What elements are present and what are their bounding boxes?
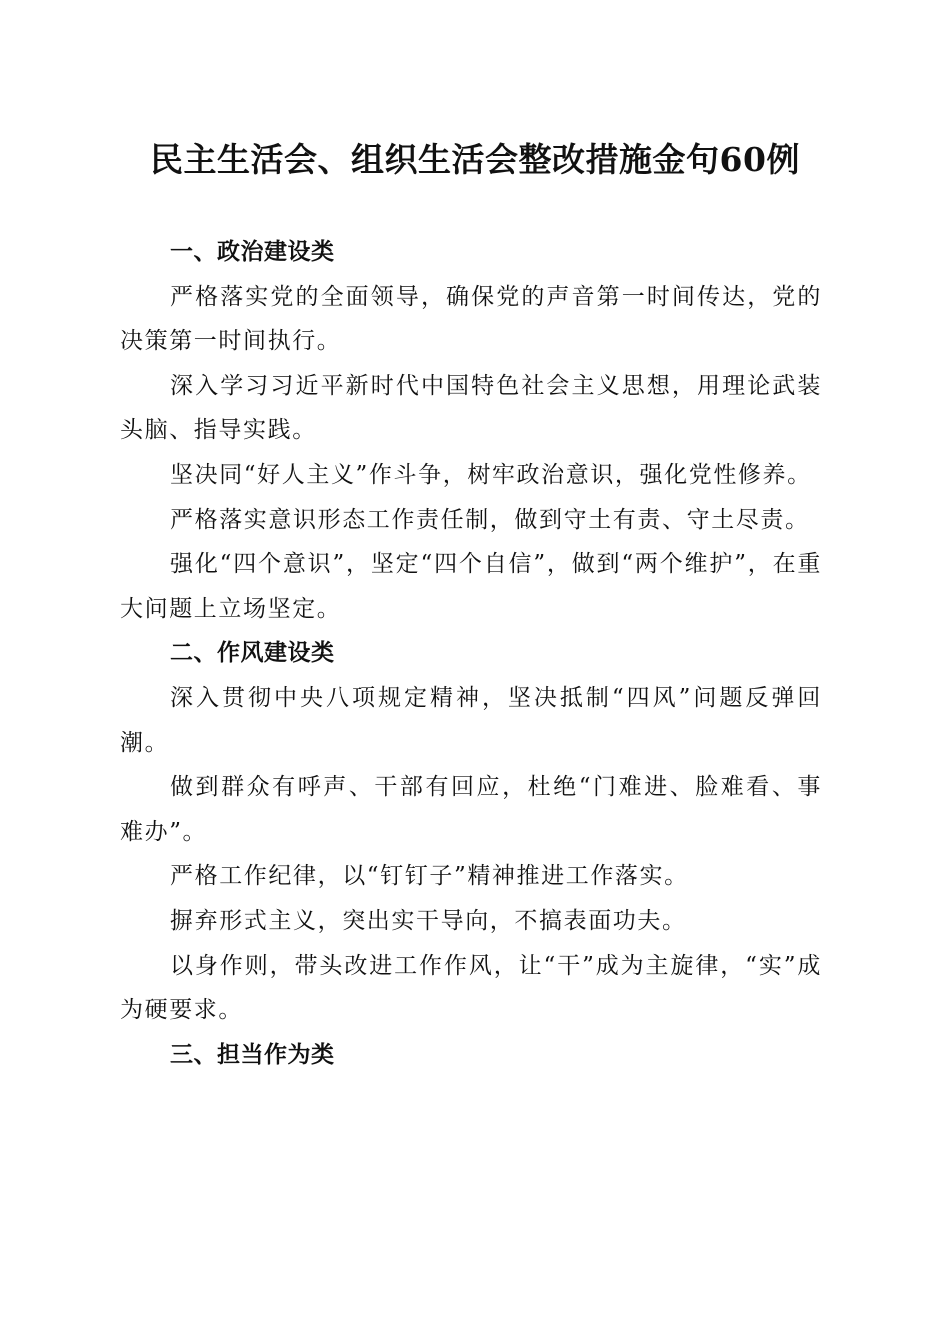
paragraph: 摒弃形式主义，突出实干导向，不搞表面功夫。 bbox=[170, 907, 687, 934]
paragraph: 严格落实党的全面领导，确保党的声音第一时间传达，党的决策第一时间执行。 bbox=[120, 283, 822, 355]
paragraph: 以身作则，带头改进工作作风，让“干”成为主旋律，“实”成为硬要求。 bbox=[120, 952, 822, 1024]
paragraph: 深入贯彻中央八项规定精神，坚决抵制“四风”问题反弹回潮。 bbox=[120, 684, 822, 756]
document-body bbox=[120, 230, 822, 1077]
document-title: 民主生活会、组织生活会整改措施金句60例 bbox=[150, 140, 800, 179]
section-heading-political: 一、政治建设类 bbox=[170, 239, 335, 265]
paragraph: 深入学习习近平新时代中国特色社会主义思想，用理论武装头脑、指导实践。 bbox=[120, 372, 822, 444]
paragraph: 强化“四个意识”，坚定“四个自信”，做到“两个维护”，在重大问题上立场坚定。 bbox=[120, 551, 822, 622]
paragraph: 做到群众有呼声、干部有回应，杜绝“门难进、脸难看、事难办”。 bbox=[120, 774, 822, 845]
paragraph: 严格工作纪律，以“钉钉子”精神推进工作落实。 bbox=[170, 863, 689, 890]
paragraph: 坚决同“好人主义”作斗争，树牢政治意识，强化党性修养。 bbox=[170, 461, 812, 488]
section-heading-responsibility: 三、担当作为类 bbox=[170, 1041, 335, 1068]
section-heading-work-style: 二、作风建设类 bbox=[170, 640, 335, 667]
paragraph: 严格落实意识形态工作责任制，做到守土有责、守土尽责。 bbox=[170, 506, 810, 533]
